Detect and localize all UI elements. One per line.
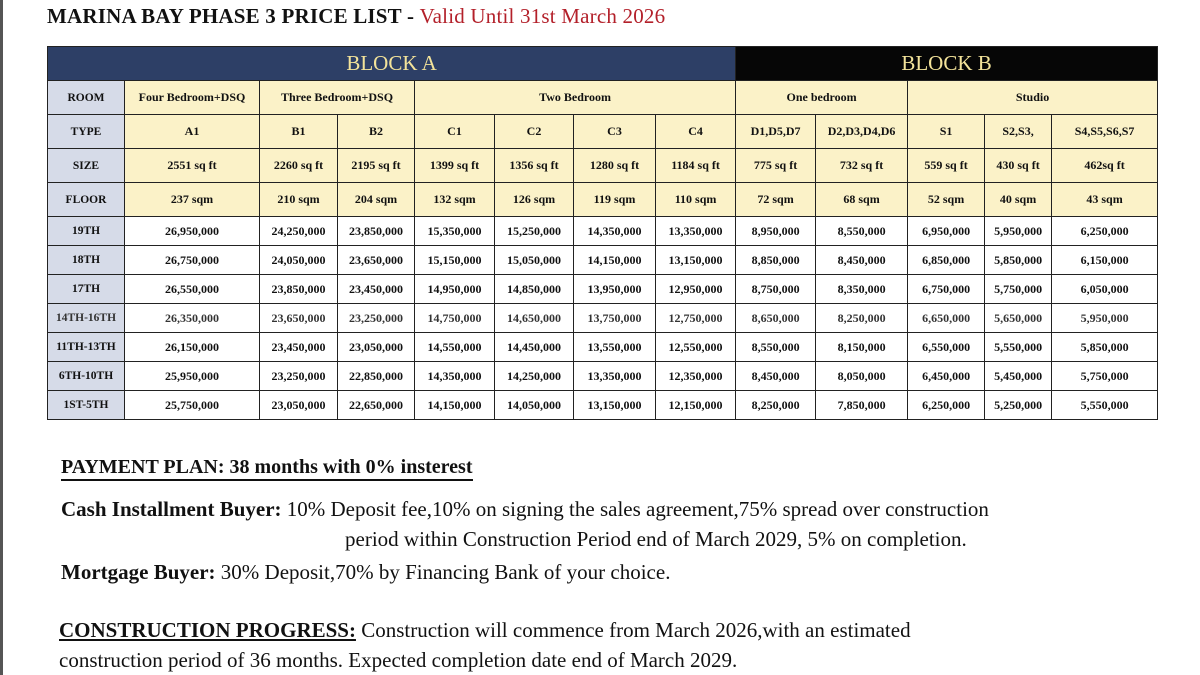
price-cell: 26,950,000 — [125, 217, 260, 246]
block-a-header: BLOCK A — [48, 47, 736, 81]
price-cell: 6,650,000 — [908, 304, 985, 333]
price-cell: 13,150,000 — [656, 246, 736, 275]
mortgage-line — [61, 560, 670, 585]
price-cell: 25,950,000 — [125, 362, 260, 391]
room-row — [48, 81, 1158, 115]
unit-type-cell: B1 — [260, 115, 338, 149]
price-cell: 5,950,000 — [1052, 304, 1158, 333]
mortgage-text: 30% Deposit,70% by Financing Bank of your choice. — [215, 560, 671, 584]
price-cell: 14,850,000 — [495, 275, 574, 304]
size-sqft-cell: 1280 sq ft — [574, 149, 656, 183]
size-sqft-cell: 732 sq ft — [816, 149, 908, 183]
price-cell: 6,950,000 — [908, 217, 985, 246]
price-cell: 13,350,000 — [656, 217, 736, 246]
type-row — [48, 115, 1158, 149]
price-cell: 23,250,000 — [338, 304, 415, 333]
size-sqft-cell: 775 sq ft — [736, 149, 816, 183]
price-cell: 5,850,000 — [1052, 333, 1158, 362]
price-cell: 8,850,000 — [736, 246, 816, 275]
price-cell: 6,050,000 — [1052, 275, 1158, 304]
size-sqm-cell: 68 sqm — [816, 183, 908, 217]
price-cell: 23,050,000 — [338, 333, 415, 362]
page-title — [47, 4, 665, 29]
mortgage-label: Mortgage Buyer: — [61, 560, 216, 584]
price-cell: 14,650,000 — [495, 304, 574, 333]
price-cell: 6,450,000 — [908, 362, 985, 391]
size-sqft-row — [48, 149, 1158, 183]
size-sqm-cell: 72 sqm — [736, 183, 816, 217]
left-border — [0, 0, 3, 675]
price-cell: 22,850,000 — [338, 362, 415, 391]
price-cell: 6,850,000 — [908, 246, 985, 275]
price-cell: 14,350,000 — [415, 362, 495, 391]
price-cell: 13,550,000 — [574, 333, 656, 362]
price-cell: 23,450,000 — [260, 333, 338, 362]
price-cell: 8,250,000 — [816, 304, 908, 333]
price-cell: 12,550,000 — [656, 333, 736, 362]
price-cell: 15,350,000 — [415, 217, 495, 246]
price-cell: 13,950,000 — [574, 275, 656, 304]
table-row — [48, 304, 1158, 333]
room-group-three-bedroom: Three Bedroom+DSQ — [260, 81, 415, 115]
room-label: ROOM — [48, 81, 125, 115]
size-sqm-cell: 110 sqm — [656, 183, 736, 217]
size-sqm-cell: 132 sqm — [415, 183, 495, 217]
construction-continuation: construction period of 36 months. Expected completion date end of March 2029. — [59, 648, 738, 672]
unit-type-cell: S2,S3, — [985, 115, 1052, 149]
price-table — [47, 46, 1158, 420]
size-sqm-cell: 40 sqm — [985, 183, 1052, 217]
floor-range-label: 14TH-16TH — [48, 304, 125, 333]
floor-range-label: 6TH-10TH — [48, 362, 125, 391]
unit-type-cell: D2,D3,D4,D6 — [816, 115, 908, 149]
size-sqm-cell: 119 sqm — [574, 183, 656, 217]
price-cell: 24,050,000 — [260, 246, 338, 275]
price-cell: 14,550,000 — [415, 333, 495, 362]
table-row — [48, 275, 1158, 304]
price-cell: 26,750,000 — [125, 246, 260, 275]
price-cell: 6,550,000 — [908, 333, 985, 362]
price-cell: 23,650,000 — [338, 246, 415, 275]
payment-plan-heading: PAYMENT PLAN: 38 months with 0% insterest — [61, 456, 473, 481]
price-cell: 5,450,000 — [985, 362, 1052, 391]
block-b-header: BLOCK B — [736, 47, 1158, 81]
size-sqft-cell: 1399 sq ft — [415, 149, 495, 183]
price-cell: 8,450,000 — [816, 246, 908, 275]
price-cell: 12,950,000 — [656, 275, 736, 304]
price-cell: 5,750,000 — [985, 275, 1052, 304]
room-group-studio: Studio — [908, 81, 1158, 115]
size-sqm-cell: 210 sqm — [260, 183, 338, 217]
table-row — [48, 217, 1158, 246]
floor-range-label: 11TH-13TH — [48, 333, 125, 362]
price-cell: 23,250,000 — [260, 362, 338, 391]
cash-installment-label: Cash Installment Buyer: — [61, 497, 282, 521]
price-cell: 23,850,000 — [338, 217, 415, 246]
cash-installment-text: 10% Deposit fee,10% on signing the sales agreement,75% spread over construction — [281, 497, 989, 521]
price-cell: 22,650,000 — [338, 391, 415, 420]
cash-installment-line — [61, 497, 989, 522]
unit-type-cell: C4 — [656, 115, 736, 149]
floor-range-label: 17TH — [48, 275, 125, 304]
price-cell: 8,550,000 — [816, 217, 908, 246]
size-sqft-cell: 462sq ft — [1052, 149, 1158, 183]
price-cell: 5,950,000 — [985, 217, 1052, 246]
size-sqm-cell: 52 sqm — [908, 183, 985, 217]
price-cell: 14,250,000 — [495, 362, 574, 391]
size-sqft-cell: 2551 sq ft — [125, 149, 260, 183]
price-cell: 15,050,000 — [495, 246, 574, 275]
size-sqm-row — [48, 183, 1158, 217]
construction-label: CONSTRUCTION PROGRESS: — [59, 618, 356, 642]
room-group-two-bedroom: Two Bedroom — [415, 81, 736, 115]
price-cell: 12,150,000 — [656, 391, 736, 420]
price-cell: 8,950,000 — [736, 217, 816, 246]
size-sqm-cell: 204 sqm — [338, 183, 415, 217]
price-cell: 14,950,000 — [415, 275, 495, 304]
room-group-four-bedroom: Four Bedroom+DSQ — [125, 81, 260, 115]
price-cell: 14,150,000 — [574, 246, 656, 275]
size-sqft-cell: 1356 sq ft — [495, 149, 574, 183]
title-main: MARINA BAY PHASE 3 PRICE LIST - — [47, 4, 420, 28]
size-label: SIZE — [48, 149, 125, 183]
size-sqm-cell: 43 sqm — [1052, 183, 1158, 217]
price-cell: 14,150,000 — [415, 391, 495, 420]
price-cell: 25,750,000 — [125, 391, 260, 420]
price-cell: 13,150,000 — [574, 391, 656, 420]
price-cell: 5,250,000 — [985, 391, 1052, 420]
price-cell: 5,550,000 — [985, 333, 1052, 362]
table-row — [48, 333, 1158, 362]
size-sqm-cell: 237 sqm — [125, 183, 260, 217]
cash-installment-continuation: period within Construction Period end of March 2029, 5% on completion. — [345, 527, 967, 551]
price-cell: 26,350,000 — [125, 304, 260, 333]
block-header-row — [48, 47, 1158, 81]
price-cell: 8,750,000 — [736, 275, 816, 304]
floor-range-label: 19TH — [48, 217, 125, 246]
price-cell: 6,750,000 — [908, 275, 985, 304]
price-cell: 8,350,000 — [816, 275, 908, 304]
construction-line — [59, 618, 911, 643]
unit-type-cell: S4,S5,S6,S7 — [1052, 115, 1158, 149]
table-row — [48, 246, 1158, 275]
table-row — [48, 391, 1158, 420]
price-cell: 6,150,000 — [1052, 246, 1158, 275]
price-cell: 8,450,000 — [736, 362, 816, 391]
type-label: TYPE — [48, 115, 125, 149]
price-rows — [48, 217, 1158, 420]
size-sqft-cell: 559 sq ft — [908, 149, 985, 183]
price-cell: 14,050,000 — [495, 391, 574, 420]
price-cell: 8,650,000 — [736, 304, 816, 333]
price-cell: 14,750,000 — [415, 304, 495, 333]
price-cell: 5,550,000 — [1052, 391, 1158, 420]
price-cell: 12,350,000 — [656, 362, 736, 391]
price-cell: 24,250,000 — [260, 217, 338, 246]
price-cell: 23,850,000 — [260, 275, 338, 304]
price-cell: 23,650,000 — [260, 304, 338, 333]
size-sqft-cell: 2260 sq ft — [260, 149, 338, 183]
title-validity: Valid Until 31st March 2026 — [419, 4, 666, 28]
price-cell: 14,350,000 — [574, 217, 656, 246]
floor-range-label: 1ST-5TH — [48, 391, 125, 420]
price-cell: 8,250,000 — [736, 391, 816, 420]
unit-type-cell: C1 — [415, 115, 495, 149]
price-cell: 14,450,000 — [495, 333, 574, 362]
price-cell: 7,850,000 — [816, 391, 908, 420]
table-row — [48, 362, 1158, 391]
price-cell: 12,750,000 — [656, 304, 736, 333]
construction-text: Construction will commence from March 2026,with an estimated — [355, 618, 911, 642]
floor-label: FLOOR — [48, 183, 125, 217]
price-cell: 15,250,000 — [495, 217, 574, 246]
price-cell: 23,450,000 — [338, 275, 415, 304]
price-cell: 6,250,000 — [1052, 217, 1158, 246]
size-sqft-cell: 430 sq ft — [985, 149, 1052, 183]
price-cell: 23,050,000 — [260, 391, 338, 420]
price-cell: 8,550,000 — [736, 333, 816, 362]
floor-range-label: 18TH — [48, 246, 125, 275]
price-cell: 5,750,000 — [1052, 362, 1158, 391]
price-cell: 5,850,000 — [985, 246, 1052, 275]
price-cell: 5,650,000 — [985, 304, 1052, 333]
price-cell: 8,150,000 — [816, 333, 908, 362]
price-cell: 26,150,000 — [125, 333, 260, 362]
price-cell: 8,050,000 — [816, 362, 908, 391]
unit-type-cell: A1 — [125, 115, 260, 149]
size-sqm-cell: 126 sqm — [495, 183, 574, 217]
price-cell: 6,250,000 — [908, 391, 985, 420]
unit-type-cell: B2 — [338, 115, 415, 149]
unit-type-cell: C3 — [574, 115, 656, 149]
price-cell: 26,550,000 — [125, 275, 260, 304]
price-cell: 15,150,000 — [415, 246, 495, 275]
unit-type-cell: D1,D5,D7 — [736, 115, 816, 149]
price-cell: 13,750,000 — [574, 304, 656, 333]
room-group-one-bedroom: One bedroom — [736, 81, 908, 115]
unit-type-cell: S1 — [908, 115, 985, 149]
size-sqft-cell: 1184 sq ft — [656, 149, 736, 183]
unit-type-cell: C2 — [495, 115, 574, 149]
price-cell: 13,350,000 — [574, 362, 656, 391]
size-sqft-cell: 2195 sq ft — [338, 149, 415, 183]
